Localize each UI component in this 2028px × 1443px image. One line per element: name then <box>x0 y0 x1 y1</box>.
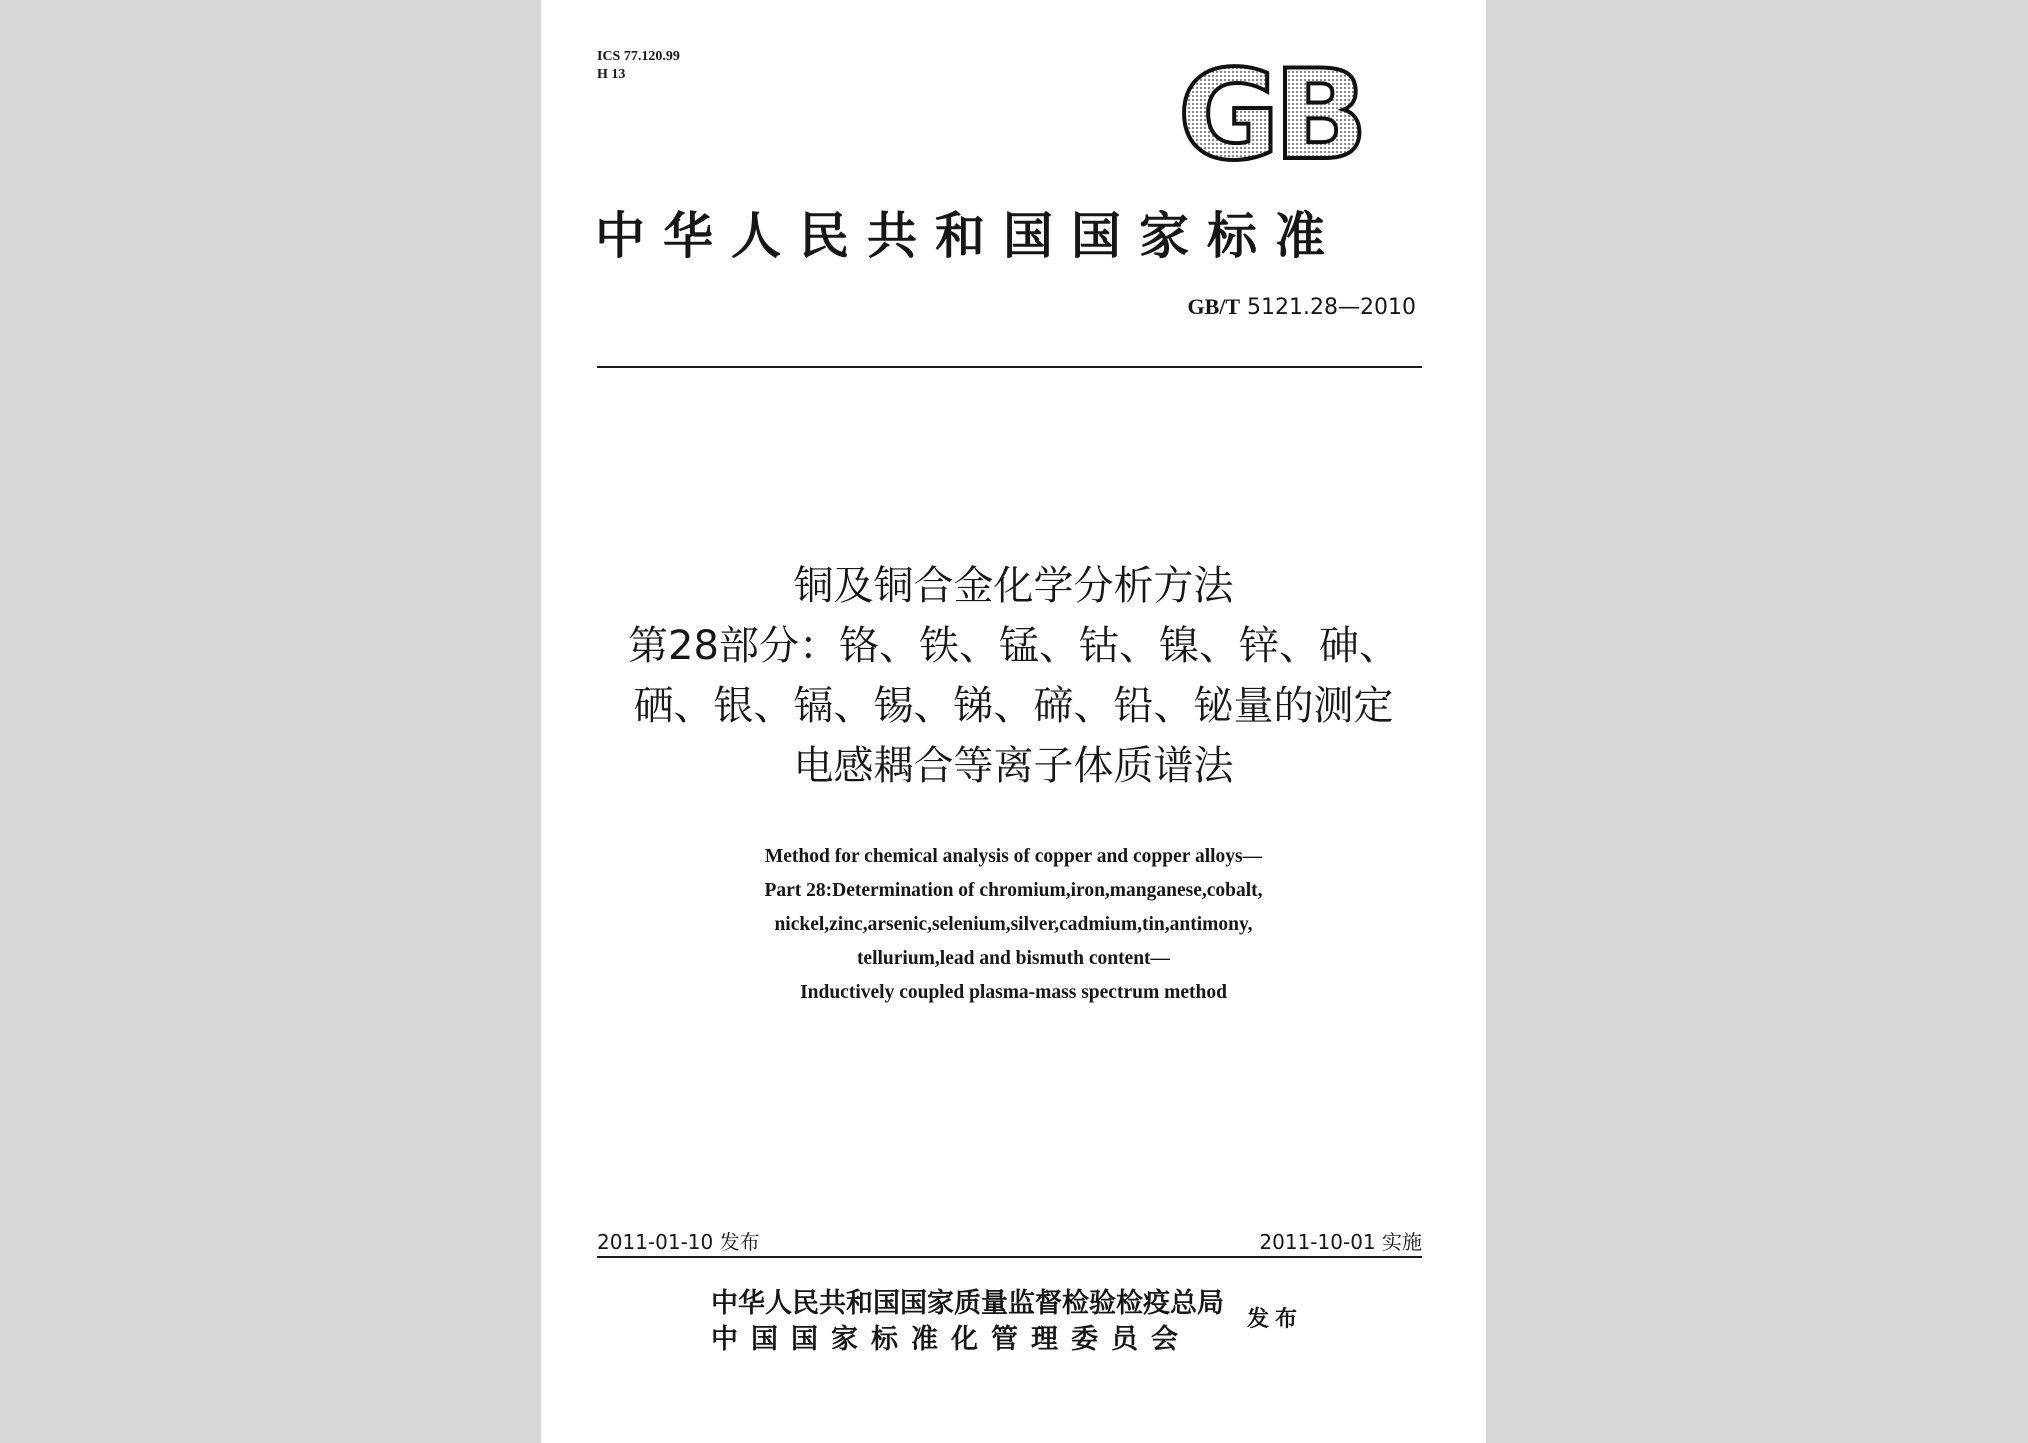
ics-code <box>597 48 680 84</box>
standard-number <box>1187 294 1416 320</box>
chinese-title-line: 硒、银、镉、锡、锑、碲、铅、铋量的测定 <box>633 683 1394 729</box>
english-title-line: tellurium,lead and bismuth content— <box>856 948 1171 969</box>
ics-line: ICS 77.120.99 <box>597 49 680 64</box>
issue-date: 2011-01-10 发布 <box>597 1230 760 1254</box>
english-title-line: Method for chemical analysis of copper and copper alloys— <box>764 846 1263 867</box>
chinese-title-line: 铜及铜合金化学分析方法 <box>793 563 1234 609</box>
chinese-title-line: 电感耦合等离子体质谱法 <box>793 743 1234 789</box>
publisher-block <box>711 1286 1224 1358</box>
publisher-line: 中国国家标准化管理委员会 <box>711 1324 1191 1355</box>
footer-divider <box>597 1256 1422 1258</box>
header-divider <box>597 366 1422 368</box>
release-label: 发布 <box>1247 1307 1304 1332</box>
english-title <box>541 840 1486 1010</box>
implementation-date: 2011-10-01 实施 <box>1259 1230 1422 1254</box>
english-title-line: Part 28:Determination of chromium,iron,manganese,cobalt, <box>764 880 1263 901</box>
document-page <box>541 0 1486 1443</box>
ccs-line: H 13 <box>597 67 626 82</box>
standard-code: 5121.28—2010 <box>1247 295 1416 320</box>
gb-logo <box>1167 62 1373 170</box>
chinese-title <box>541 556 1486 796</box>
standard-prefix: GB/T <box>1187 294 1241 319</box>
publisher-line: 中华人民共和国国家质量监督检验检疫总局 <box>711 1288 1224 1319</box>
english-title-line: nickel,zinc,arsenic,selenium,silver,cadmium,tin,antimony, <box>774 914 1253 935</box>
english-title-line: Inductively coupled plasma-mass spectrum method <box>800 982 1227 1003</box>
chinese-title-line: 第28部分：铬、铁、锰、钴、镍、锌、砷、 <box>628 623 1399 669</box>
gb-logo-text: GB <box>1177 62 1363 170</box>
national-standard-title: 中华人民共和国国家标准 <box>595 206 1343 265</box>
